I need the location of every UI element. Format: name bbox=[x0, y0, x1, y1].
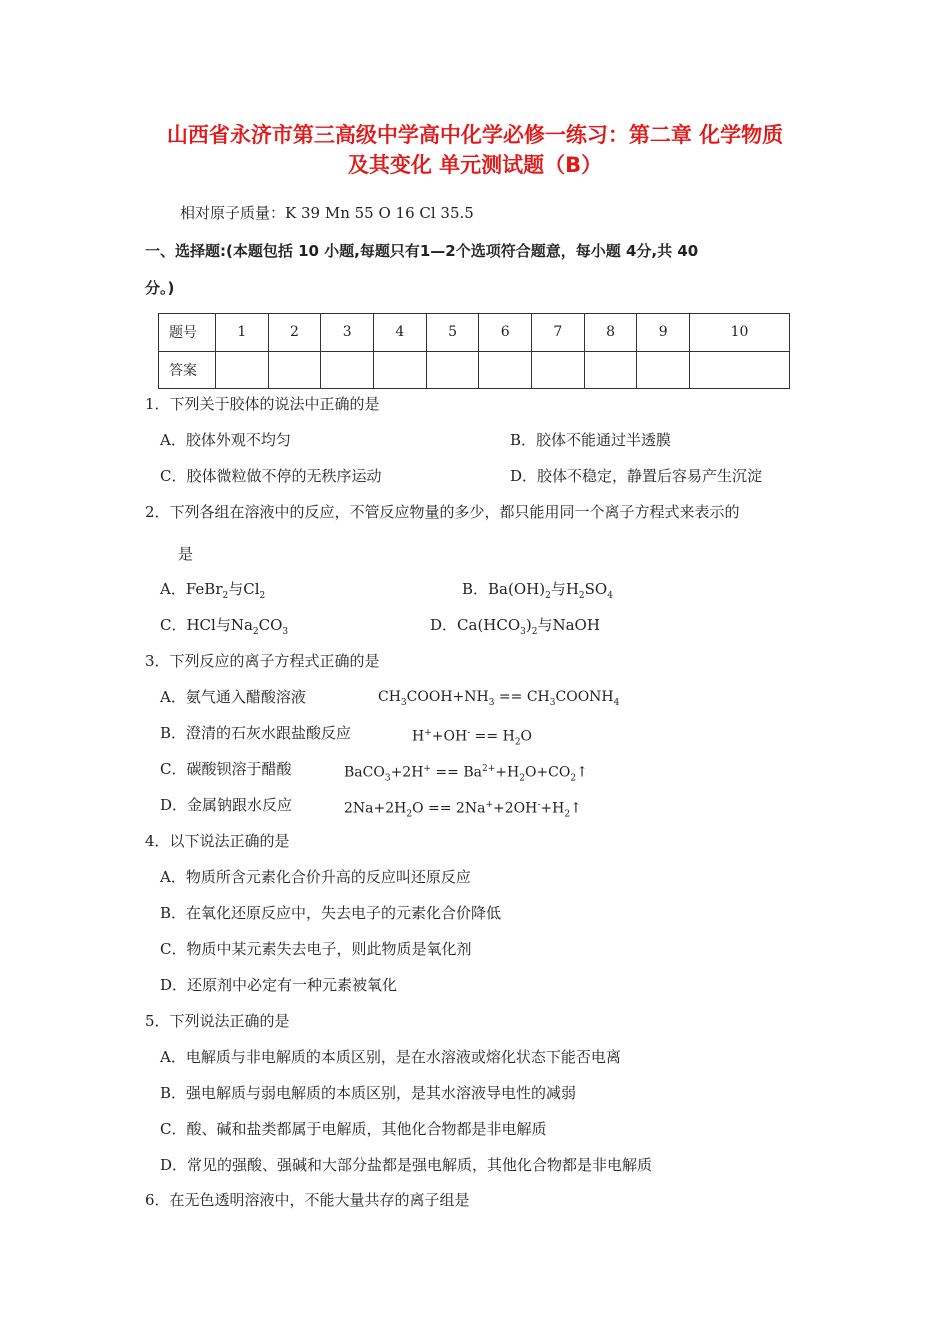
question-number-cell: 10 bbox=[690, 314, 790, 352]
eq-text: ↑ bbox=[576, 764, 588, 781]
answer-table bbox=[158, 313, 790, 389]
eq-sup: 2+ bbox=[481, 764, 496, 774]
document-title bbox=[100, 120, 850, 180]
eq-sub: 2 bbox=[406, 809, 413, 820]
eq-sup: - bbox=[467, 728, 471, 738]
q4-option-a: A．物质所含元素化合价升高的反应叫还原反应 bbox=[160, 868, 471, 886]
q2-d-text: D．Ca(HCO bbox=[430, 616, 521, 634]
eq-text: == Ba bbox=[430, 764, 482, 781]
q4-option-b: B．在氧化还原反应中，失去电子的元素化合价降低 bbox=[160, 904, 502, 922]
eq-sub: 2 bbox=[570, 773, 577, 784]
eq-text: O bbox=[520, 728, 533, 745]
q1-option-c: C．胶体微粒做不停的无秩序运动 bbox=[160, 467, 382, 485]
q2-option-d bbox=[430, 615, 600, 642]
q3-option-a-label: A．氨气通入醋酸溶液 bbox=[160, 688, 306, 706]
eq-text: COONH bbox=[555, 689, 614, 705]
q1-option-a: A．胶体外观不均匀 bbox=[160, 431, 291, 449]
title-line-1: 山西省永济市第三高级中学高中化学必修一练习：第二章 化学物质 bbox=[166, 123, 784, 147]
q1-option-d: D．胶体不稳定，静置后容易产生沉淀 bbox=[510, 467, 763, 485]
answer-cell[interactable] bbox=[584, 351, 637, 389]
answer-table-answer-row bbox=[159, 351, 790, 389]
eq-text: +OH bbox=[431, 728, 468, 745]
q3-option-b-equation bbox=[412, 723, 532, 752]
q2-stem-cont: 是 bbox=[178, 545, 194, 563]
eq-sub: 3 bbox=[400, 697, 407, 708]
q1-option-b: B．胶体不能通过半透膜 bbox=[510, 431, 672, 449]
q2-d-text: ) bbox=[525, 616, 532, 634]
answer-cell[interactable] bbox=[532, 351, 585, 389]
q6-stem: 6．在无色透明溶液中，不能大量共存的离子组是 bbox=[145, 1191, 470, 1209]
eq-text: == H bbox=[470, 728, 515, 745]
q3-option-a-equation bbox=[378, 687, 619, 713]
answer-cell[interactable] bbox=[321, 351, 374, 389]
q3-option-d-equation bbox=[344, 795, 582, 824]
q4-stem: 4．以下说法正确的是 bbox=[145, 832, 290, 850]
eq-sub: 3 bbox=[488, 697, 495, 708]
answer-cell[interactable] bbox=[426, 351, 479, 389]
q2-option-a bbox=[160, 579, 265, 606]
answer-cell[interactable] bbox=[690, 351, 790, 389]
title-line-2: 及其变化 单元测试题（B） bbox=[347, 153, 603, 177]
question-number-cell: 7 bbox=[532, 314, 585, 352]
q2-option-b bbox=[462, 579, 613, 606]
q2-c-text: CO bbox=[258, 616, 283, 634]
section-1-heading: 一、选择题:(本题包括 10 小题,每题只有1—2个选项符合题意，每小题 4分,共 40 bbox=[145, 242, 699, 260]
q2-b-sub: 4 bbox=[607, 591, 613, 601]
eq-text: O+CO bbox=[524, 764, 571, 781]
eq-text: +H bbox=[495, 764, 520, 781]
eq-text: +2OH bbox=[492, 800, 538, 817]
answer-cell[interactable] bbox=[637, 351, 690, 389]
q2-b-sub: 2 bbox=[578, 591, 585, 601]
answer-table-number-row bbox=[159, 314, 790, 352]
question-number-cell: 9 bbox=[637, 314, 690, 352]
number-row-label: 题号 bbox=[159, 314, 216, 352]
q2-c-sub: 2 bbox=[252, 627, 259, 637]
q2-option-c bbox=[160, 615, 288, 642]
question-number-cell: 2 bbox=[268, 314, 321, 352]
question-number-cell: 4 bbox=[374, 314, 427, 352]
q2-b-text: 与H bbox=[550, 580, 579, 598]
eq-sup: + bbox=[485, 800, 493, 810]
eq-sub: 3 bbox=[384, 773, 391, 784]
answer-cell[interactable] bbox=[479, 351, 532, 389]
q3-option-d-label: D．金属钠跟水反应 bbox=[160, 796, 293, 814]
eq-text: 2Na+2H bbox=[344, 800, 407, 817]
q4-option-d: D．还原剂中必定有一种元素被氧化 bbox=[160, 976, 398, 994]
eq-sub: 3 bbox=[549, 697, 556, 708]
eq-text: COOH+NH bbox=[406, 689, 489, 705]
q2-d-text: 与NaOH bbox=[537, 616, 600, 634]
q2-c-sub: 3 bbox=[282, 627, 289, 637]
q5-option-a: A．电解质与非电解质的本质区别，是在水溶液或熔化状态下能否电离 bbox=[160, 1048, 621, 1066]
atomic-masses: 相对原子质量：K 39 Mn 55 O 16 Cl 35.5 bbox=[180, 204, 474, 222]
q4-option-c: C．物质中某元素失去电子，则此物质是氧化剂 bbox=[160, 940, 472, 958]
q2-c-text: C．HCl与Na bbox=[160, 616, 253, 634]
eq-text: CH bbox=[378, 689, 401, 705]
q2-a-sub: 2 bbox=[222, 591, 229, 601]
question-number-cell: 3 bbox=[321, 314, 374, 352]
q1-stem: 1．下列关于胶体的说法中正确的是 bbox=[145, 395, 380, 413]
eq-sub: 2 bbox=[514, 737, 521, 748]
eq-text: +2H bbox=[390, 764, 424, 781]
q3-option-c-label: C．碳酸钡溶于醋酸 bbox=[160, 760, 292, 778]
eq-sub: 2 bbox=[564, 809, 571, 820]
eq-sub: 4 bbox=[613, 697, 620, 708]
q2-b-sub: 2 bbox=[545, 591, 551, 601]
q5-option-c: C．酸、碱和盐类都属于电解质，其他化合物都是非电解质 bbox=[160, 1120, 547, 1138]
q2-b-text: SO bbox=[584, 580, 608, 598]
q5-option-b: B．强电解质与弱电解质的本质区别，是其水溶液导电性的减弱 bbox=[160, 1084, 577, 1102]
eq-text: BaCO bbox=[344, 764, 385, 781]
q3-option-c-equation bbox=[344, 759, 588, 788]
q2-d-sub: 2 bbox=[531, 627, 538, 637]
answer-cell[interactable] bbox=[216, 351, 269, 389]
eq-sub: 2 bbox=[519, 773, 525, 784]
q2-b-text: B．Ba(OH) bbox=[462, 580, 546, 598]
question-number-cell: 5 bbox=[426, 314, 479, 352]
answer-cell[interactable] bbox=[374, 351, 427, 389]
q3-stem: 3．下列反应的离子方程式正确的是 bbox=[145, 652, 380, 670]
question-number-cell: 6 bbox=[479, 314, 532, 352]
q2-d-sub: 3 bbox=[520, 627, 526, 637]
q5-stem: 5．下列说法正确的是 bbox=[145, 1012, 290, 1030]
eq-text: ↑ bbox=[570, 800, 582, 817]
q5-option-d: D．常见的强酸、强碱和大部分盐都是强电解质，其他化合物都是非电解质 bbox=[160, 1156, 653, 1174]
q2-a-sub: 2 bbox=[259, 591, 266, 601]
q2-stem: 2．下列各组在溶液中的反应，不管反应物量的多少，都只能用同一个离子方程式来表示的 bbox=[145, 503, 740, 521]
q2-a-text: A．FeBr bbox=[160, 580, 223, 598]
answer-cell[interactable] bbox=[268, 351, 321, 389]
q2-a-text: 与Cl bbox=[228, 580, 260, 598]
eq-sup: + bbox=[424, 728, 432, 738]
question-number-cell: 8 bbox=[584, 314, 637, 352]
question-number-cell: 1 bbox=[216, 314, 269, 352]
eq-text: == CH bbox=[494, 689, 550, 705]
eq-sup: - bbox=[537, 800, 541, 810]
answer-row-label: 答案 bbox=[159, 351, 216, 389]
eq-text: +H bbox=[540, 800, 565, 817]
q3-option-b-label: B．澄清的石灰水跟盐酸反应 bbox=[160, 724, 352, 742]
section-1-heading-cont: 分。) bbox=[145, 279, 175, 297]
eq-text: O == 2Na bbox=[412, 800, 486, 817]
eq-text: H bbox=[412, 728, 425, 745]
eq-sup: + bbox=[423, 764, 431, 774]
